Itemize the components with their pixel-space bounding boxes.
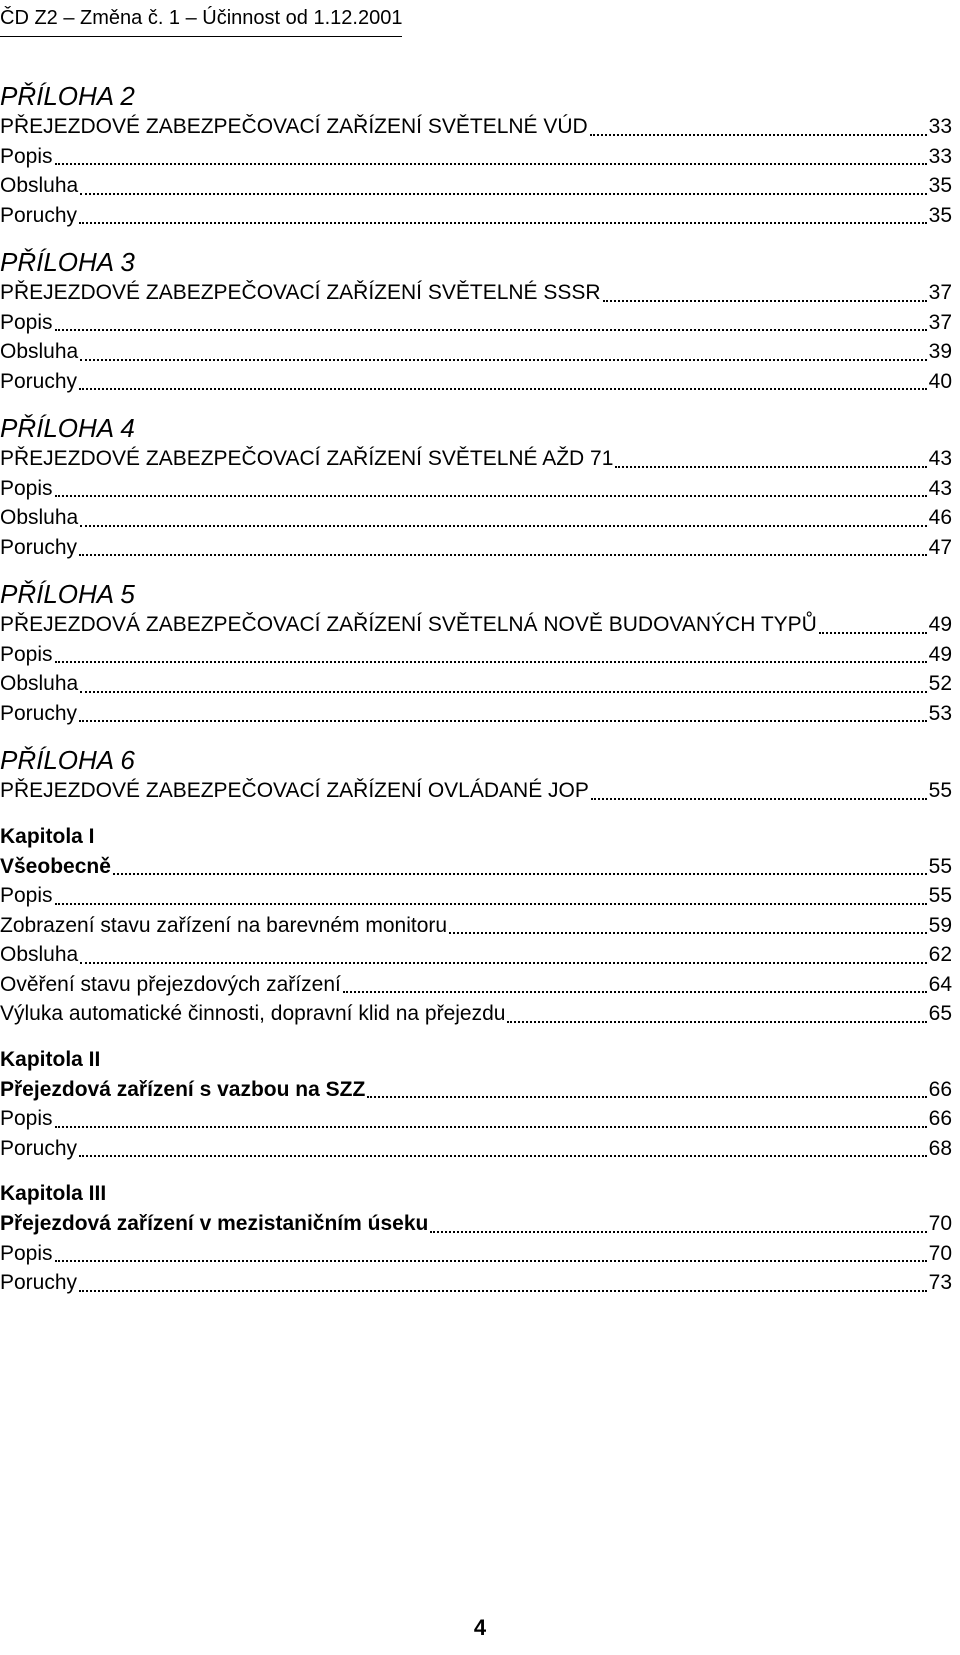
toc-entry[interactable] [0,669,952,699]
toc-entry-title: Poruchy [0,203,78,227]
toc-entry[interactable] [0,171,952,201]
leader-dots [449,931,927,934]
toc-entry-title: Obsluha [0,340,79,363]
leader-dots [80,358,926,361]
document-header: ČD Z2 – Změna č. 1 – Účinnost od 1.12.2001 [0,4,402,37]
leader-dots [603,299,927,302]
chapter-heading: Kapitola II [0,1047,101,1071]
toc-entry-title: Výluka automatické činnosti, dopravní klid na přejezdu [0,1002,506,1025]
toc-entry-title: Popis [0,1241,53,1265]
toc-entry-title: Poruchy [0,701,78,725]
leader-dots [367,1095,926,1098]
toc-entry[interactable] [0,278,952,308]
toc-entry-title: Obsluha [0,943,79,966]
toc-entry[interactable] [0,1075,952,1105]
leader-dots [79,221,927,224]
toc-entry-page: 65 [928,1002,952,1025]
toc-entry-title: Přejezdová zařízení s vazbou na SZZ [0,1077,366,1101]
leader-dots [80,524,926,527]
leader-dots [80,961,926,964]
toc-entry[interactable] [0,911,952,941]
toc-entry-page: 64 [928,972,952,996]
leader-dots [80,690,926,693]
toc-entry-title: Ověření stavu přejezdových zařízení [0,972,341,996]
leader-dots [507,1020,926,1023]
toc-entry[interactable] [0,881,952,911]
toc-entry[interactable] [0,999,952,1029]
toc-entry-page: 39 [928,340,952,363]
toc-entry-title: PŘEJEZDOVÉ ZABEZPEČOVACÍ ZAŘÍZENÍ SVĚTELNÉ SSSR [0,281,601,304]
toc-entry-title: Obsluha [0,506,79,529]
toc-entry-page: 66 [928,1107,952,1130]
leader-dots [55,1125,927,1128]
toc-entry[interactable] [0,610,952,640]
toc-entry-page: 49 [928,642,952,666]
toc-entry-title: Popis [0,884,53,907]
toc-entry-page: 55 [928,884,952,907]
leader-dots [55,660,927,663]
toc-entry[interactable] [0,1209,952,1239]
toc-entry-title: Poruchy [0,535,78,559]
page-number: 4 [473,1615,487,1640]
toc-entry-page: 33 [928,115,952,138]
appendix-heading: PŘÍLOHA 6 [0,745,135,775]
toc-entry[interactable] [0,367,952,397]
toc-entry-page: 62 [928,943,952,966]
toc-entry-page: 46 [928,506,952,529]
toc-entry-title: Obsluha [0,174,79,197]
appendix-heading: PŘÍLOHA 5 [0,579,135,609]
toc-entry-title: Obsluha [0,672,79,695]
toc-entry-page: 37 [928,310,952,334]
toc-entry-page: 37 [928,281,952,304]
leader-dots [79,387,927,390]
leader-dots [80,192,926,195]
toc-entry-title: Popis [0,476,53,500]
toc-entry-title: Popis [0,310,53,334]
leader-dots [79,719,927,722]
chapter-heading: Kapitola III [0,1182,107,1205]
toc-entry-page: 33 [928,144,952,168]
leader-dots [55,1259,927,1262]
leader-dots [591,797,927,800]
leader-dots [79,1154,927,1157]
chapter-section [0,1179,952,1298]
toc-entry[interactable] [0,112,952,142]
leader-dots [430,1230,926,1233]
toc-entry[interactable] [0,533,952,563]
toc-entry[interactable] [0,201,952,231]
toc-entry-page: 55 [928,854,952,878]
leader-dots [819,631,927,634]
leader-dots [55,902,927,905]
toc-entry-page: 68 [928,1136,952,1160]
toc-entry-title: Popis [0,144,53,168]
toc-entry-title: PŘEJEZDOVÁ ZABEZPEČOVACÍ ZAŘÍZENÍ SVĚTELNÁ NOVĚ BUDOVANÝCH TYPŮ [0,613,817,636]
toc-entry[interactable] [0,1134,952,1164]
toc-entry-title: Poruchy [0,1136,78,1160]
toc-entry-title: Zobrazení stavu zařízení na barevném monitoru [0,913,448,937]
toc-entry-page: 43 [928,447,952,470]
appendix-section [0,246,952,396]
leader-dots [79,1289,927,1292]
toc-entry-page: 35 [928,174,952,197]
chapter-section [0,822,952,1029]
leader-dots [343,990,927,993]
leader-dots [55,328,927,331]
toc-entry-page: 40 [928,369,952,393]
toc-entry-page: 53 [928,701,952,725]
toc-entry[interactable] [0,640,952,670]
toc-entry[interactable] [0,1104,952,1134]
appendix-heading: PŘÍLOHA 3 [0,247,135,277]
toc-entry-page: 43 [928,476,952,500]
toc-entry[interactable] [0,852,952,882]
toc-entry-page: 55 [928,779,952,802]
toc-entry[interactable] [0,1239,952,1269]
leader-dots [113,872,927,875]
toc-entry-page: 49 [928,613,952,636]
toc-entry[interactable] [0,940,952,970]
appendix-section [0,80,952,230]
toc-entry-title: PŘEJEZDOVÉ ZABEZPEČOVACÍ ZAŘÍZENÍ SVĚTELNÉ AŽD 71 [0,447,614,470]
table-of-contents [0,80,952,1314]
toc-entry-title: Poruchy [0,1271,78,1294]
toc-entry-title: Poruchy [0,369,78,393]
leader-dots [55,162,927,165]
chapter-heading: Kapitola I [0,824,95,848]
toc-entry-page: 59 [928,913,952,937]
toc-entry-page: 35 [928,203,952,227]
toc-entry-title: Popis [0,1107,53,1130]
appendix-heading: PŘÍLOHA 2 [0,81,135,111]
toc-entry[interactable] [0,474,952,504]
appendix-section [0,412,952,562]
toc-entry[interactable] [0,142,952,172]
leader-dots [590,133,927,136]
toc-entry[interactable] [0,337,952,367]
toc-entry-page: 52 [928,672,952,695]
toc-entry-page: 70 [928,1212,952,1235]
toc-entry[interactable] [0,776,952,806]
toc-entry-title: Přejezdová zařízení v mezistaničním úseku [0,1212,429,1235]
leader-dots [615,465,926,468]
leader-dots [79,553,927,556]
toc-entry[interactable] [0,444,952,474]
toc-entry[interactable] [0,1268,952,1298]
toc-entry[interactable] [0,503,952,533]
toc-entry[interactable] [0,699,952,729]
appendix-heading: PŘÍLOHA 4 [0,413,135,443]
toc-entry-page: 70 [928,1241,952,1265]
appendix-section [0,744,952,806]
leader-dots [55,494,927,497]
toc-entry[interactable] [0,970,952,1000]
toc-entry-title: Všeobecně [0,854,111,878]
appendix-section [0,578,952,728]
toc-entry[interactable] [0,308,952,338]
toc-entry-page: 66 [928,1077,952,1101]
toc-entry-title: Popis [0,642,53,666]
toc-entry-title: PŘEJEZDOVÉ ZABEZPEČOVACÍ ZAŘÍZENÍ OVLÁDANÉ JOP [0,779,589,802]
chapter-section [0,1045,952,1164]
toc-entry-page: 73 [928,1271,952,1294]
toc-entry-page: 47 [928,535,952,559]
toc-entry-title: PŘEJEZDOVÉ ZABEZPEČOVACÍ ZAŘÍZENÍ SVĚTELNÉ VÚD [0,115,588,138]
